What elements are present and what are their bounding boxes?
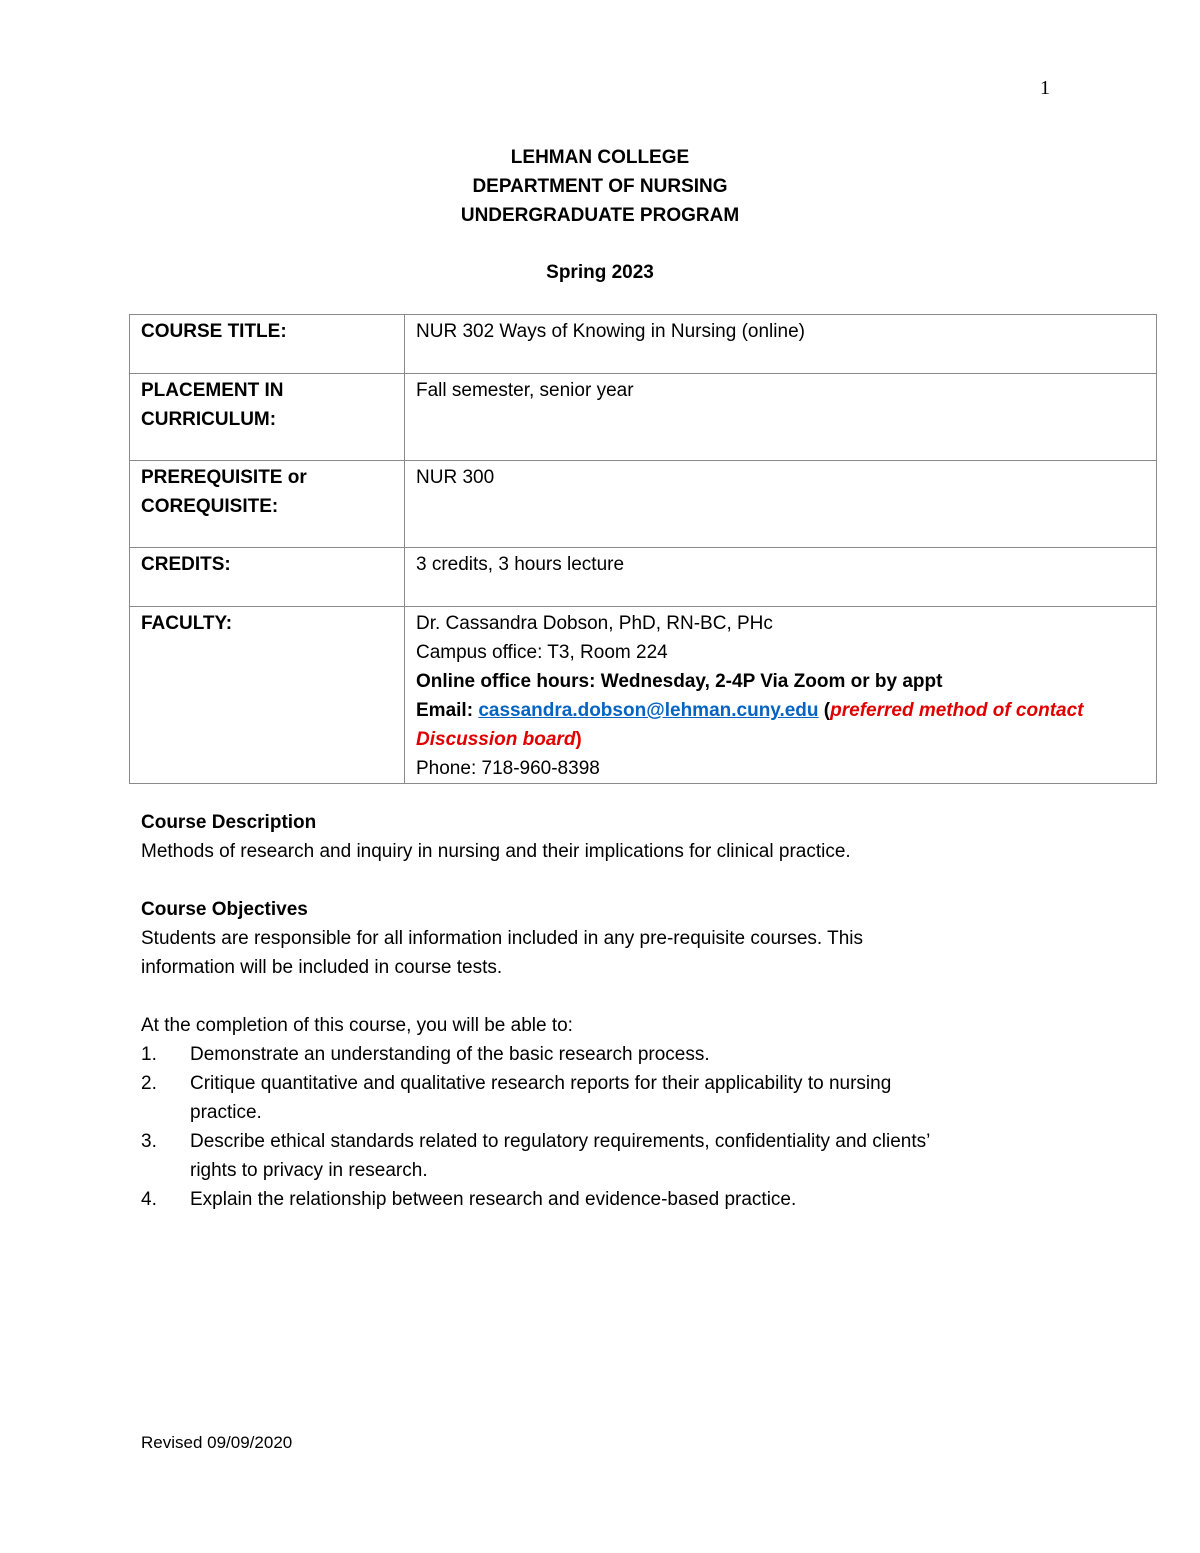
program-name: UNDERGRADUATE PROGRAM [460,205,740,226]
list-item-text: Demonstrate an understanding of the basic research process. [190,1044,710,1065]
faculty-details [405,607,1157,784]
email-link[interactable]: cassandra.dobson@lehman.cuny.edu [478,700,819,721]
course-title-label: COURSE TITLE: [130,315,405,374]
faculty-phone: Phone: 718-960-8398 [416,758,600,779]
list-item-text: Critique quantitative and qualitative research reports for their applicability to nursing [190,1073,892,1094]
paren-open: ( [818,700,831,721]
college-name: LEHMAN COLLEGE [510,147,690,168]
faculty-name: Dr. Cassandra Dobson, PhD, RN-BC, PHc [416,613,773,634]
list-item [141,1040,1101,1069]
course-content [141,808,1101,1214]
list-item-number: 2. [141,1073,157,1094]
list-item-text-cont: practice. [190,1102,262,1123]
course-description-heading: Course Description [141,812,317,833]
placement-label [130,374,405,461]
table-row [130,461,1157,548]
table-row [130,548,1157,607]
table-row [130,607,1157,784]
prerequisite-label-line1: PREREQUISITE or [141,467,307,488]
list-item-number: 1. [141,1044,157,1065]
list-item-text-cont: rights to privacy in research. [190,1160,428,1181]
list-item [141,1127,1101,1185]
placement-label-line1: PLACEMENT IN [141,380,284,401]
course-objectives-heading: Course Objectives [141,899,308,920]
prerequisite-label [130,461,405,548]
course-title-value: NUR 302 Ways of Knowing in Nursing (online) [405,315,1157,374]
list-item-number: 3. [141,1131,157,1152]
list-item-text: Describe ethical standards related to regulatory requirements, confidentiality and clients’ [190,1131,931,1152]
faculty-email-line [416,696,1145,725]
list-item [141,1185,1101,1214]
email-label: Email: [416,700,479,721]
document-header [0,143,1200,230]
course-info-table [129,314,1157,784]
objectives-intro-line2: information will be included in course tests. [141,957,503,978]
discussion-board-note: Discussion board [416,729,576,750]
list-item [141,1069,1101,1127]
list-item-text: Explain the relationship between research and evidence-based practice. [190,1189,797,1210]
prerequisite-value: NUR 300 [405,461,1157,548]
table-row [130,374,1157,461]
faculty-email-line2 [416,725,1145,754]
placement-label-line2: CURRICULUM: [141,409,277,430]
preferred-contact-note: preferred method of contact [830,700,1084,721]
table-row [130,315,1157,374]
faculty-office-hours: Online office hours: Wednesday, 2-4P Via Zoom or by appt [416,671,943,692]
list-item-number: 4. [141,1189,157,1210]
page-number: 1 [1040,77,1050,99]
department-name: DEPARTMENT OF NURSING [472,176,728,197]
objectives-list [141,1040,1101,1214]
course-description-text: Methods of research and inquiry in nursing and their implications for clinical practice. [141,841,851,862]
prerequisite-label-line2: COREQUISITE: [141,496,279,517]
faculty-label: FACULTY: [130,607,405,784]
credits-label: CREDITS: [130,548,405,607]
semester-title: Spring 2023 [546,262,654,283]
paren-close: ) [575,729,582,750]
faculty-office: Campus office: T3, Room 224 [416,642,668,663]
placement-value: Fall semester, senior year [405,374,1157,461]
credits-value: 3 credits, 3 hours lecture [405,548,1157,607]
revised-date: Revised 09/09/2020 [141,1433,293,1452]
objectives-lead: At the completion of this course, you will be able to: [141,1015,573,1036]
objectives-intro-line1: Students are responsible for all information included in any pre-requisite courses. This [141,928,864,949]
